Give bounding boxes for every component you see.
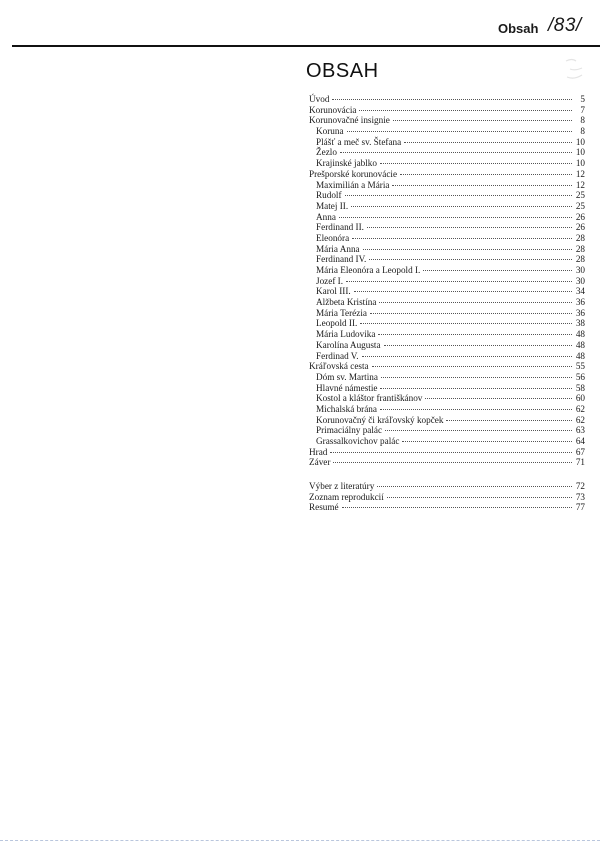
- toc-entry-label: Mária Terézia: [316, 307, 367, 318]
- toc-entry-page: 26: [575, 222, 585, 233]
- toc-entry: [309, 415, 585, 426]
- toc-entry-label: Úvod: [309, 94, 330, 104]
- toc-entry-label: Eleonóra: [316, 232, 350, 243]
- toc-entry: [309, 425, 585, 436]
- toc-entry-label: Leopold II.: [316, 318, 358, 329]
- toc-leader-dots: [377, 485, 572, 487]
- toc-entry-label: Ferdinad V.: [316, 350, 359, 361]
- toc-entry-page: 60: [575, 393, 585, 404]
- toc-leader-dots: [392, 184, 572, 186]
- toc-entry-page: 10: [575, 147, 585, 158]
- toc-entry: [309, 308, 585, 319]
- toc-leader-dots: [363, 248, 572, 250]
- toc-entry-page: 48: [575, 339, 585, 350]
- toc-entry-page: 34: [575, 286, 585, 297]
- toc-entry: [309, 481, 585, 492]
- toc-entry-page: 77: [575, 502, 585, 513]
- toc-entry-label: Rudolf: [316, 190, 342, 201]
- header-page-number: /83/: [548, 15, 582, 36]
- toc-leader-dots: [381, 376, 572, 378]
- toc-leader-dots: [404, 141, 572, 143]
- toc-entry-label: Korunovačné insignie: [309, 115, 390, 126]
- toc-leader-dots: [369, 258, 572, 260]
- table-of-contents: [309, 94, 585, 513]
- toc-entry-label: Ferdinand IV.: [316, 254, 367, 265]
- toc-entry-label: Dóm sv. Martina: [316, 371, 378, 382]
- toc-entry-page: 28: [575, 254, 585, 265]
- header-section-label: Obsah: [498, 21, 539, 36]
- toc-entry-page: 36: [575, 307, 585, 318]
- toc-entry-page: 38: [575, 318, 585, 329]
- toc-leader-dots: [380, 387, 572, 389]
- toc-leader-dots: [425, 397, 572, 399]
- toc-leader-dots: [380, 162, 572, 164]
- toc-entry-page: 73: [575, 491, 585, 502]
- toc-entry-page: 64: [575, 436, 585, 446]
- toc-entry: [309, 158, 585, 169]
- toc-entry: [309, 254, 585, 265]
- toc-entry-label: Mária Anna: [316, 243, 360, 254]
- scan-edge-line: [0, 840, 600, 842]
- toc-entry-page: 48: [575, 350, 585, 361]
- toc-leader-dots: [402, 440, 572, 442]
- toc-entry: [309, 318, 585, 329]
- toc-entry: [309, 404, 585, 415]
- toc-entry-label: Mária Ludovika: [316, 329, 376, 340]
- toc-entry-page: 5: [580, 94, 585, 104]
- toc-leader-dots: [333, 461, 572, 463]
- toc-entry-page: 8: [580, 115, 585, 126]
- toc-entry-label: Michalská brána: [316, 403, 377, 414]
- toc-entry-label: Kostol a kláštor františkánov: [316, 393, 423, 404]
- toc-entry-label: Koruna: [316, 126, 344, 137]
- toc-leader-dots: [380, 408, 572, 410]
- toc-entry: [309, 137, 585, 148]
- toc-entry: [309, 201, 585, 212]
- toc-entry: [309, 393, 585, 404]
- toc-entry-label: Karol III.: [316, 286, 351, 297]
- toc-leader-dots: [384, 344, 572, 346]
- toc-entry-label: Korunovácia: [309, 104, 357, 115]
- toc-entry: [309, 447, 585, 458]
- toc-leader-dots: [347, 130, 572, 132]
- toc-leader-dots: [379, 301, 572, 303]
- toc-entry: [309, 351, 585, 362]
- toc-entry-page: 36: [575, 297, 585, 308]
- toc-entry-label: Mária Eleonóra a Leopold I.: [316, 265, 421, 275]
- toc-entry-label: Výber z literatúry: [309, 481, 375, 492]
- toc-leader-dots: [360, 322, 572, 324]
- toc-entry: [309, 105, 585, 116]
- toc-entry-label: Primaciálny palác: [316, 425, 383, 436]
- toc-entry-label: Matej II.: [316, 200, 349, 211]
- toc-entry-page: 25: [575, 190, 585, 201]
- toc-entry-label: Alžbeta Kristína: [316, 297, 377, 308]
- toc-entry-label: Kráľovská cesta: [309, 361, 369, 372]
- toc-entry: [309, 383, 585, 394]
- toc-entry-label: Žezlo: [316, 147, 337, 158]
- toc-leader-dots: [385, 429, 572, 431]
- toc-entry: [309, 436, 585, 447]
- toc-entry-page: 63: [575, 425, 585, 436]
- toc-entry: [309, 169, 585, 180]
- toc-leader-dots: [359, 109, 572, 111]
- toc-entry: [309, 222, 585, 233]
- toc-entry-label: Karolína Augusta: [316, 339, 381, 350]
- toc-entry-label: Záver: [309, 457, 331, 468]
- toc-entry-page: 12: [575, 179, 585, 190]
- toc-entry-page: 55: [575, 361, 585, 372]
- toc-entry: [309, 502, 585, 513]
- toc-entry: [309, 340, 585, 351]
- toc-entry: [309, 115, 585, 126]
- toc-group-gap: [309, 468, 585, 481]
- toc-entry-page: 12: [575, 168, 585, 179]
- toc-entry-page: 56: [575, 371, 585, 382]
- toc-leader-dots: [345, 194, 572, 196]
- bleed-through-mark: [562, 55, 592, 85]
- toc-leader-dots: [352, 237, 572, 239]
- toc-entry-label: Hrad: [309, 446, 328, 457]
- toc-entry-label: Plášť a meč sv. Štefana: [316, 136, 402, 147]
- toc-entry: [309, 372, 585, 383]
- toc-leader-dots: [367, 226, 572, 228]
- toc-entry: [309, 286, 585, 297]
- toc-entry: [309, 180, 585, 191]
- toc-leader-dots: [340, 151, 572, 153]
- toc-entry-page: 71: [575, 457, 585, 468]
- toc-entry: [309, 212, 585, 223]
- toc-entry: [309, 329, 585, 340]
- toc-leader-dots: [351, 205, 572, 207]
- toc-leader-dots: [339, 216, 572, 218]
- header-rule: [12, 45, 600, 47]
- toc-entry-page: 62: [575, 403, 585, 414]
- toc-entry-label: Resumé: [309, 502, 339, 513]
- toc-leader-dots: [354, 290, 572, 292]
- toc-entry-page: 26: [575, 211, 585, 222]
- toc-leader-dots: [400, 173, 572, 175]
- toc-leader-dots: [330, 451, 572, 453]
- toc-entry: [309, 190, 585, 201]
- toc-entry: [309, 147, 585, 158]
- toc-entry: [309, 126, 585, 137]
- toc-leader-dots: [423, 269, 572, 271]
- toc-entry-page: 8: [580, 126, 585, 137]
- toc-entry-page: 72: [575, 481, 585, 492]
- toc-entry: [309, 457, 585, 468]
- toc-entry: [309, 244, 585, 255]
- toc-entry-page: 67: [575, 446, 585, 457]
- toc-entry-label: Krajinské jablko: [316, 158, 377, 169]
- toc-entry-page: 10: [575, 158, 585, 169]
- toc-entry-label: Maximilián a Mária: [316, 179, 390, 190]
- toc-entry-label: Grassalkovichov palác: [316, 436, 400, 446]
- toc-leader-dots: [387, 496, 572, 498]
- toc-entry-label: Zoznam reprodukcií: [309, 491, 384, 502]
- toc-entry-page: 30: [575, 275, 585, 286]
- toc-entry-label: Ferdinand II.: [316, 222, 364, 233]
- toc-entry: [309, 361, 585, 372]
- toc-leader-dots: [362, 355, 572, 357]
- toc-entry-page: 30: [575, 265, 585, 275]
- toc-entry-page: 25: [575, 200, 585, 211]
- toc-entry-label: Prešporské korunovácie: [309, 168, 398, 179]
- toc-entry-page: 58: [575, 382, 585, 393]
- toc-entry-label: Korunovačný či kráľovský kopček: [316, 414, 444, 425]
- toc-entry: [309, 265, 585, 276]
- toc-entry-label: Hlavné námestie: [316, 382, 378, 393]
- toc-entry-page: 28: [575, 232, 585, 243]
- toc-entry-page: 10: [575, 136, 585, 147]
- toc-leader-dots: [378, 333, 572, 335]
- toc-entry-label: Anna: [316, 211, 336, 222]
- toc-entry-page: 28: [575, 243, 585, 254]
- toc-entry: [309, 233, 585, 244]
- toc-leader-dots: [332, 98, 572, 100]
- toc-leader-dots: [372, 365, 572, 367]
- toc-entry-page: 48: [575, 329, 585, 340]
- toc-leader-dots: [370, 312, 572, 314]
- toc-leader-dots: [446, 419, 572, 421]
- toc-entry: [309, 94, 585, 105]
- page-header: [0, 0, 600, 50]
- toc-entry: [309, 297, 585, 308]
- toc-leader-dots: [393, 119, 572, 121]
- toc-entry-page: 62: [575, 414, 585, 425]
- toc-leader-dots: [346, 280, 572, 282]
- toc-entry-label: Jozef I.: [316, 275, 344, 286]
- page-title: OBSAH: [306, 60, 379, 82]
- toc-leader-dots: [342, 506, 572, 508]
- toc-entry-page: 7: [580, 104, 585, 115]
- toc-entry: [309, 276, 585, 287]
- toc-entry: [309, 492, 585, 503]
